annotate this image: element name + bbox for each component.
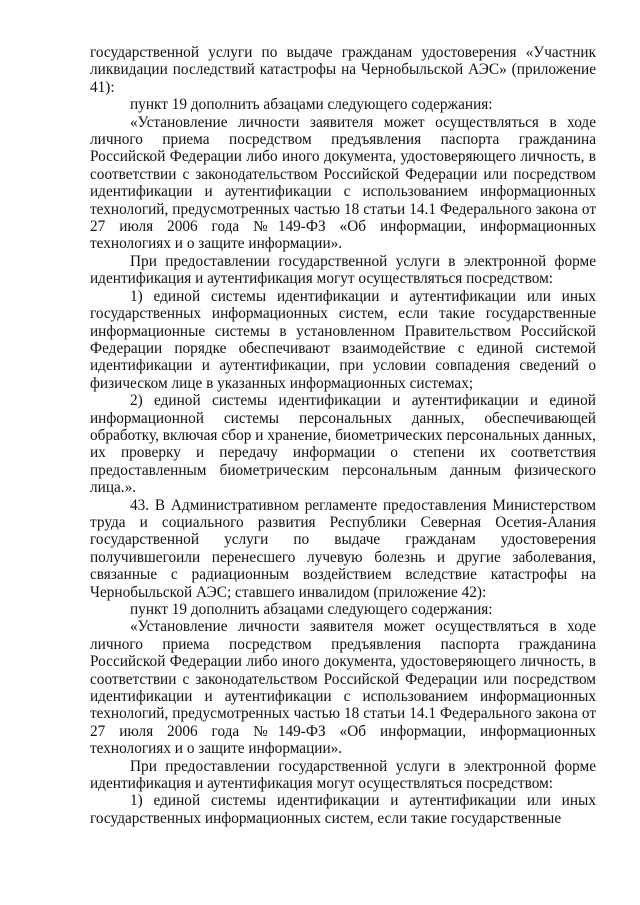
paragraph-amendment-instruction: пункт 19 дополнить абзацами следующего содержания: (130, 601, 493, 618)
paragraph-electronic-form: При предоставлении государственной услуги в электронной форме идентификация и аутентификация могут осуществляться посредством: (90, 252, 596, 288)
paragraph-item-2: 2) единой системы идентификации и аутентификации и единой информационной системы персональных данных, обеспечивающей обработку, включая сбор и хранение, биометрических персональных данных, их проверку и передачу информации о степени их соответствия предоставленным биометрическим персональным данным физического лица.». (90, 392, 596, 497)
document-body (90, 44, 596, 827)
paragraph-item-1-partial: 1) единой системы идентификации и аутентификации или иных государственных информационных систем, если такие государственные (90, 792, 596, 827)
paragraph-identity-establishment: «Установление личности заявителя может осуществляться в ходе личного приема посредством предъявления паспорта гражданина Российской Федерации либо иного документа, удостоверяющего личность, в соответствии с законодательством Российской Федерации или посредством идентификации и аутентификации с использованием информационных технологий, предусмотренных частью 18 статьи 14.1 Федерального закона от 27 июля 2006 года №149-ФЗ «Об информации, информационных технологиях и о защите информации». (90, 113, 596, 253)
paragraph-amendment-instruction: пункт 19 дополнить абзацами следующего содержания: (130, 96, 493, 114)
paragraph-electronic-form: При предоставлении государственной услуги в электронной форме идентификация и аутентификация могут осуществляться посредством: (90, 757, 596, 793)
paragraph-section-43: 43. В Административном регламенте предоставления Министерством труда и социального развития Республики Северная Осетия-Алания государственной услуги по выдаче гражданам удостоверения получившегоили перенесшего лучевую болезнь и другие заболевания, связанные с радиационным воздействием вследствие катастрофы на Чернобыльской АЭС; ставшего инвалидом (приложение 42): (90, 496, 596, 601)
paragraph-continuation: государственной услуги по выдаче гражданам удостоверения «Участник ликвидации последствий катастрофы на Чернобыльской АЭС» (приложение 41): (90, 44, 596, 96)
paragraph-identity-establishment: «Установление личности заявителя может осуществляться в ходе личного приема посредством предъявления паспорта гражданина Российской Федерации либо иного документа, удостоверяющего личность, в соответствии с законодательством Российской Федерации или посредством идентификации и аутентификации с использованием информационных технологий, предусмотренных частью 18 статьи 14.1 Федерального закона от 27 июля 2006 года №149-ФЗ «Об информации, информационных технологиях и о защите информации». (90, 618, 596, 758)
paragraph-item-1: 1) единой системы идентификации и аутентификации или иных государственных информационных систем, если такие государственные информационные системы в установленном Правительством Российской Федерации порядке обеспечивают взаимодействие с единой системой идентификации и аутентификации, при условии совпадения сведений о физическом лице в указанных информационных системах; (90, 287, 596, 392)
